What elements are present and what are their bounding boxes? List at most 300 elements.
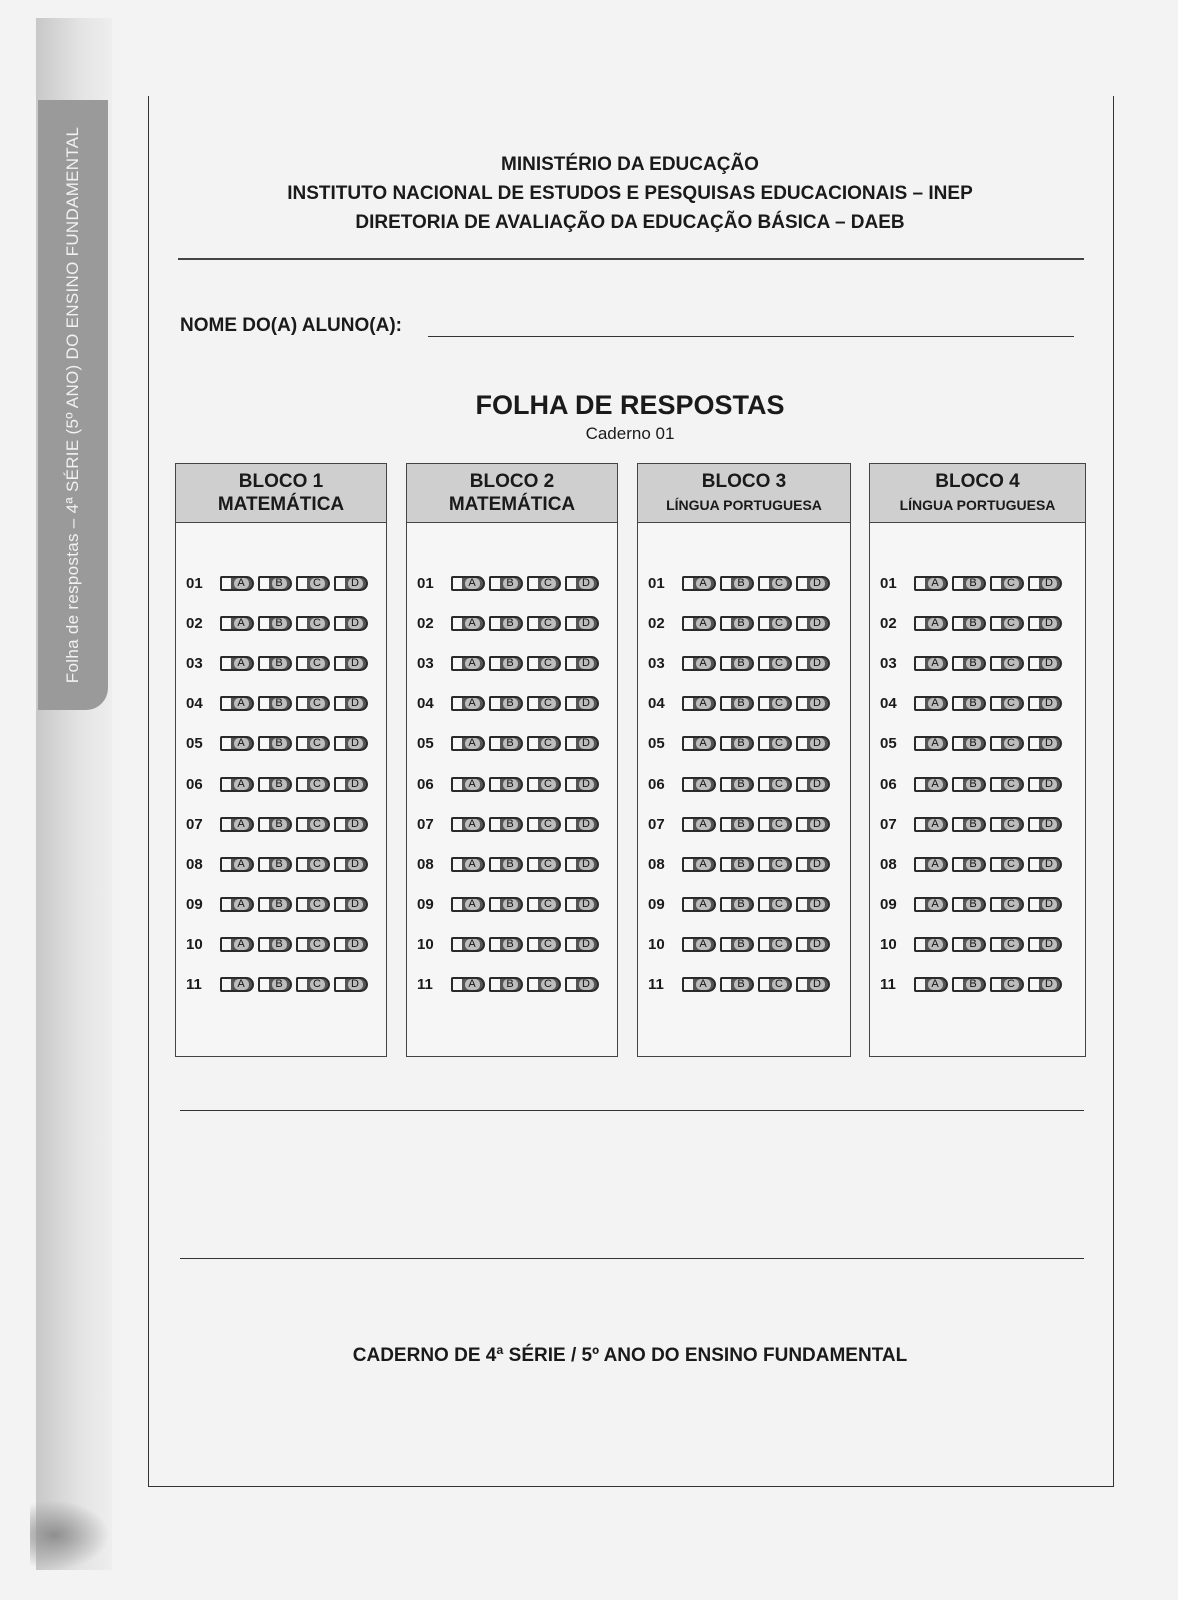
answer-option-label: A	[928, 738, 943, 749]
answer-bubble-a[interactable]	[220, 696, 254, 711]
question-number: 02	[880, 614, 897, 632]
student-name-field[interactable]	[428, 336, 1074, 337]
answer-bubble-a[interactable]	[914, 817, 948, 832]
answer-bubble-c[interactable]	[990, 736, 1024, 751]
answer-bubble-b[interactable]	[258, 777, 292, 792]
header-divider	[178, 258, 1084, 260]
question-row	[880, 925, 1085, 965]
answer-bubble-a[interactable]	[682, 817, 716, 832]
answer-bubble-c[interactable]	[296, 777, 330, 792]
answer-option-label: A	[928, 939, 943, 950]
answer-bubble-d[interactable]	[565, 777, 599, 792]
answer-bubble-c[interactable]	[990, 817, 1024, 832]
answer-bubble-b[interactable]	[258, 736, 292, 751]
answer-bubble-a[interactable]	[914, 576, 948, 591]
answer-bubble-c[interactable]	[758, 616, 792, 631]
answer-option-label: B	[966, 819, 981, 830]
answer-bubble-d[interactable]	[565, 616, 599, 631]
answer-bubble-d[interactable]	[1028, 937, 1062, 952]
answer-option-label: D	[1042, 578, 1057, 589]
answer-bubble-c[interactable]	[296, 656, 330, 671]
answer-option-label: D	[348, 578, 363, 589]
answer-bubble-a[interactable]	[682, 736, 716, 751]
answer-option-label: D	[810, 698, 825, 709]
answer-bubble-b[interactable]	[489, 937, 523, 952]
answer-bubble-b[interactable]	[952, 576, 986, 591]
answer-bubble-d[interactable]	[796, 977, 830, 992]
answer-bubble-a[interactable]	[682, 977, 716, 992]
answer-bubble-a[interactable]	[914, 696, 948, 711]
answer-bubble-c[interactable]	[296, 937, 330, 952]
answer-bubble-a[interactable]	[451, 656, 485, 671]
answer-bubble-b[interactable]	[952, 696, 986, 711]
answer-bubble-d[interactable]	[796, 656, 830, 671]
answer-bubble-a[interactable]	[914, 736, 948, 751]
answer-bubble-b[interactable]	[489, 696, 523, 711]
answer-option-label: C	[541, 819, 556, 830]
question-number: 02	[648, 614, 665, 632]
answer-bubble-b[interactable]	[258, 616, 292, 631]
answer-option-label: B	[966, 658, 981, 669]
answer-option-label: B	[503, 859, 518, 870]
answer-option-label: C	[541, 658, 556, 669]
answer-bubble-d[interactable]	[1028, 777, 1062, 792]
answer-bubble-d[interactable]	[1028, 576, 1062, 591]
answer-bubble-c[interactable]	[990, 656, 1024, 671]
answer-option-label: D	[1042, 658, 1057, 669]
answer-option-label: B	[734, 819, 749, 830]
answer-option-label: C	[1004, 618, 1019, 629]
answer-bubble-a[interactable]	[451, 857, 485, 872]
answer-bubble-b[interactable]	[489, 897, 523, 912]
answer-bubble-a[interactable]	[682, 857, 716, 872]
side-tab-text: Folha de respostas – 4ª SÉRIE (5º ANO) DO ENSINO FUNDAMENTAL	[63, 126, 82, 684]
answer-bubble-c[interactable]	[527, 656, 561, 671]
bloco-subject: MATEMÁTICA	[448, 494, 576, 515]
answer-bubble-d[interactable]	[1028, 977, 1062, 992]
answer-bubble-d[interactable]	[565, 656, 599, 671]
answer-bubble-d[interactable]	[796, 696, 830, 711]
answer-option-label: D	[810, 979, 825, 990]
answer-bubble-d[interactable]	[796, 817, 830, 832]
answer-option-label: A	[465, 658, 480, 669]
answer-option-label: D	[579, 698, 594, 709]
question-number: 09	[648, 896, 665, 914]
question-number: 01	[417, 574, 434, 592]
answer-bubble-c[interactable]	[990, 696, 1024, 711]
answer-bubble-b[interactable]	[258, 817, 292, 832]
answer-option-label: C	[772, 939, 787, 950]
answer-bubble-c[interactable]	[990, 937, 1024, 952]
answer-bubble-a[interactable]	[914, 777, 948, 792]
answer-bubble-c[interactable]	[758, 656, 792, 671]
header-directorate: DIRETORIA DE AVALIAÇÃO DA EDUCAÇÃO BÁSICA – DAEB	[355, 212, 905, 233]
answer-option-label: A	[696, 618, 711, 629]
answer-bubble-d[interactable]	[334, 576, 368, 591]
answer-bubble-a[interactable]	[220, 616, 254, 631]
answer-bubble-b[interactable]	[720, 977, 754, 992]
question-row	[648, 603, 850, 643]
answer-bubble-a[interactable]	[451, 817, 485, 832]
answer-bubble-b[interactable]	[952, 857, 986, 872]
answer-bubble-a[interactable]	[682, 777, 716, 792]
answer-option-label: B	[272, 859, 287, 870]
answer-bubble-d[interactable]	[565, 817, 599, 832]
answer-bubble-c[interactable]	[758, 897, 792, 912]
answer-option-label: D	[579, 819, 594, 830]
answer-option-label: A	[234, 779, 249, 790]
question-number: 06	[648, 775, 665, 793]
answer-option-label: C	[541, 979, 556, 990]
answer-option-label: C	[1004, 578, 1019, 589]
answer-option-label: D	[1042, 899, 1057, 910]
answer-bubble-b[interactable]	[720, 656, 754, 671]
answer-option-label: A	[465, 779, 480, 790]
answer-bubble-a[interactable]	[682, 616, 716, 631]
answer-option-label: B	[272, 939, 287, 950]
answer-bubble-d[interactable]	[334, 777, 368, 792]
answer-bubble-c[interactable]	[527, 817, 561, 832]
answer-bubble-c[interactable]	[296, 977, 330, 992]
answer-option-label: C	[1004, 658, 1019, 669]
answer-option-label: D	[810, 658, 825, 669]
answer-bubble-b[interactable]	[720, 696, 754, 711]
answer-bubble-a[interactable]	[682, 897, 716, 912]
answer-option-label: C	[310, 779, 325, 790]
answer-bubble-a[interactable]	[914, 857, 948, 872]
answer-option-label: D	[348, 979, 363, 990]
answer-bubble-b[interactable]	[952, 656, 986, 671]
answer-option-label: C	[541, 578, 556, 589]
answer-bubble-d[interactable]	[334, 817, 368, 832]
answer-bubble-d[interactable]	[1028, 817, 1062, 832]
answer-bubble-d[interactable]	[796, 616, 830, 631]
answer-bubble-c[interactable]	[296, 696, 330, 711]
answer-bubble-a[interactable]	[220, 736, 254, 751]
question-row	[880, 844, 1085, 884]
answer-bubble-b[interactable]	[720, 937, 754, 952]
answer-bubble-d[interactable]	[334, 656, 368, 671]
answer-bubble-b[interactable]	[258, 977, 292, 992]
answer-bubble-b[interactable]	[489, 736, 523, 751]
question-row	[186, 764, 386, 804]
answer-bubble-d[interactable]	[796, 576, 830, 591]
answer-bubble-b[interactable]	[720, 616, 754, 631]
answer-bubble-d[interactable]	[565, 576, 599, 591]
answer-option-label: D	[1042, 698, 1057, 709]
answer-bubble-a[interactable]	[220, 656, 254, 671]
answer-option-label: C	[310, 939, 325, 950]
answer-option-label: B	[966, 779, 981, 790]
answer-option-label: D	[579, 738, 594, 749]
answer-bubble-b[interactable]	[489, 857, 523, 872]
answer-bubble-c[interactable]	[990, 977, 1024, 992]
answer-bubble-d[interactable]	[334, 977, 368, 992]
answer-bubble-a[interactable]	[914, 897, 948, 912]
answer-option-label: C	[310, 618, 325, 629]
question-number: 05	[417, 735, 434, 753]
answer-bubble-a[interactable]	[682, 696, 716, 711]
answer-bubble-b[interactable]	[952, 897, 986, 912]
answer-option-label: D	[348, 738, 363, 749]
answer-bubble-b[interactable]	[720, 576, 754, 591]
answer-bubble-a[interactable]	[451, 696, 485, 711]
answer-bubble-d[interactable]	[796, 736, 830, 751]
answer-bubble-b[interactable]	[952, 817, 986, 832]
bloco-header	[638, 464, 850, 523]
answer-bubble-d[interactable]	[565, 897, 599, 912]
answer-option-label: D	[348, 658, 363, 669]
question-number: 09	[186, 896, 203, 914]
answer-bubble-a[interactable]	[220, 576, 254, 591]
answer-bubble-d[interactable]	[796, 857, 830, 872]
bloco-1	[175, 463, 387, 1057]
answer-option-label: A	[465, 899, 480, 910]
answer-bubble-c[interactable]	[296, 897, 330, 912]
answer-bubble-c[interactable]	[758, 576, 792, 591]
answer-option-label: C	[1004, 859, 1019, 870]
answer-bubble-b[interactable]	[489, 817, 523, 832]
answer-option-label: D	[579, 939, 594, 950]
answer-bubble-d[interactable]	[334, 616, 368, 631]
answer-bubble-c[interactable]	[527, 736, 561, 751]
answer-bubble-d[interactable]	[334, 736, 368, 751]
answer-bubble-c[interactable]	[527, 576, 561, 591]
answer-option-label: D	[1042, 779, 1057, 790]
question-row	[417, 844, 617, 884]
answer-bubble-c[interactable]	[990, 616, 1024, 631]
question-row	[880, 643, 1085, 683]
answer-bubble-c[interactable]	[296, 616, 330, 631]
question-number: 01	[648, 574, 665, 592]
answer-bubble-b[interactable]	[258, 897, 292, 912]
question-number: 08	[880, 855, 897, 873]
answer-bubble-d[interactable]	[1028, 857, 1062, 872]
answer-bubble-c[interactable]	[296, 817, 330, 832]
answer-option-label: C	[1004, 819, 1019, 830]
answer-bubble-c[interactable]	[527, 777, 561, 792]
answer-bubble-a[interactable]	[914, 977, 948, 992]
question-row	[648, 764, 850, 804]
sheet-title: FOLHA DE RESPOSTAS	[475, 390, 785, 420]
answer-bubble-a[interactable]	[682, 937, 716, 952]
answer-bubble-b[interactable]	[720, 736, 754, 751]
answer-bubble-c[interactable]	[990, 777, 1024, 792]
answer-bubble-b[interactable]	[258, 576, 292, 591]
answer-bubble-d[interactable]	[334, 897, 368, 912]
answer-option-label: D	[348, 819, 363, 830]
answer-bubble-b[interactable]	[489, 977, 523, 992]
answer-bubble-a[interactable]	[220, 857, 254, 872]
answer-option-label: C	[1004, 738, 1019, 749]
answer-bubble-b[interactable]	[489, 777, 523, 792]
answer-bubble-c[interactable]	[527, 857, 561, 872]
answer-bubble-b[interactable]	[952, 937, 986, 952]
answer-bubble-b[interactable]	[489, 656, 523, 671]
answer-bubble-a[interactable]	[914, 616, 948, 631]
answer-bubble-d[interactable]	[1028, 656, 1062, 671]
answer-bubble-b[interactable]	[258, 857, 292, 872]
answer-bubble-b[interactable]	[258, 656, 292, 671]
answer-bubble-c[interactable]	[527, 616, 561, 631]
answer-bubble-a[interactable]	[451, 897, 485, 912]
answer-bubble-c[interactable]	[758, 857, 792, 872]
answer-bubble-b[interactable]	[952, 616, 986, 631]
question-row	[417, 643, 617, 683]
question-number: 10	[880, 936, 897, 954]
answer-bubble-d[interactable]	[796, 937, 830, 952]
answer-bubble-b[interactable]	[952, 736, 986, 751]
answer-option-label: C	[310, 899, 325, 910]
answer-option-label: D	[1042, 859, 1057, 870]
question-row	[648, 563, 850, 603]
answer-bubble-c[interactable]	[527, 696, 561, 711]
answer-bubble-c[interactable]	[758, 736, 792, 751]
answer-bubble-a[interactable]	[451, 736, 485, 751]
answer-option-label: A	[234, 698, 249, 709]
answer-option-label: C	[1004, 979, 1019, 990]
answer-bubble-d[interactable]	[565, 696, 599, 711]
question-row	[648, 724, 850, 764]
answer-bubble-c[interactable]	[527, 897, 561, 912]
answer-bubble-c[interactable]	[527, 977, 561, 992]
answer-bubble-a[interactable]	[451, 616, 485, 631]
answer-option-label: A	[234, 979, 249, 990]
answer-option-label: B	[503, 698, 518, 709]
answer-bubble-b[interactable]	[489, 576, 523, 591]
question-number: 07	[417, 815, 434, 833]
answer-bubble-b[interactable]	[952, 777, 986, 792]
answer-bubble-d[interactable]	[334, 937, 368, 952]
answer-bubble-b[interactable]	[258, 937, 292, 952]
answer-option-label: A	[696, 859, 711, 870]
answer-bubble-d[interactable]	[796, 777, 830, 792]
answer-bubble-d[interactable]	[565, 736, 599, 751]
question-row	[648, 885, 850, 925]
answer-option-label: A	[696, 738, 711, 749]
answer-bubble-c[interactable]	[758, 696, 792, 711]
answer-option-label: B	[966, 939, 981, 950]
answer-bubble-a[interactable]	[682, 576, 716, 591]
question-number: 07	[186, 815, 203, 833]
answer-option-label: B	[966, 578, 981, 589]
question-number: 02	[186, 614, 203, 632]
answer-bubble-d[interactable]	[796, 897, 830, 912]
bloco-header	[176, 464, 386, 523]
answer-bubble-c[interactable]	[296, 857, 330, 872]
answer-option-label: C	[310, 658, 325, 669]
answer-bubble-c[interactable]	[758, 937, 792, 952]
answer-option-label: C	[541, 899, 556, 910]
answer-bubble-b[interactable]	[720, 897, 754, 912]
answer-option-label: B	[966, 899, 981, 910]
answer-bubble-a[interactable]	[220, 937, 254, 952]
answer-option-label: A	[696, 779, 711, 790]
answer-bubble-a[interactable]	[220, 817, 254, 832]
answer-bubble-a[interactable]	[220, 977, 254, 992]
answer-option-label: A	[928, 819, 943, 830]
answer-option-label: D	[348, 939, 363, 950]
answer-bubble-d[interactable]	[1028, 696, 1062, 711]
answer-bubble-a[interactable]	[451, 576, 485, 591]
question-row	[880, 965, 1085, 1005]
question-number: 03	[417, 654, 434, 672]
scan-smudge	[30, 1500, 110, 1570]
answer-option-label: D	[1042, 939, 1057, 950]
answer-option-label: B	[734, 939, 749, 950]
answer-option-label: A	[234, 618, 249, 629]
question-row	[186, 563, 386, 603]
question-row	[880, 764, 1085, 804]
question-row	[880, 603, 1085, 643]
answer-option-label: B	[272, 899, 287, 910]
answer-option-label: A	[696, 819, 711, 830]
answer-option-label: D	[579, 578, 594, 589]
answer-option-label: A	[465, 578, 480, 589]
answer-bubble-a[interactable]	[914, 937, 948, 952]
answer-bubble-d[interactable]	[1028, 616, 1062, 631]
answer-bubble-d[interactable]	[565, 857, 599, 872]
answer-bubble-a[interactable]	[451, 777, 485, 792]
answer-bubble-c[interactable]	[990, 576, 1024, 591]
answer-bubble-c[interactable]	[527, 937, 561, 952]
answer-option-label: B	[966, 979, 981, 990]
question-number: 06	[880, 775, 897, 793]
answer-bubble-d[interactable]	[565, 977, 599, 992]
question-number: 09	[880, 896, 897, 914]
answer-bubble-d[interactable]	[334, 696, 368, 711]
question-number: 09	[417, 896, 434, 914]
answer-bubble-a[interactable]	[682, 656, 716, 671]
answer-option-label: D	[579, 779, 594, 790]
answer-bubble-d[interactable]	[565, 937, 599, 952]
answer-bubble-c[interactable]	[758, 977, 792, 992]
answer-bubble-c[interactable]	[758, 817, 792, 832]
question-number: 05	[880, 735, 897, 753]
question-row	[186, 844, 386, 884]
answer-bubble-b[interactable]	[258, 696, 292, 711]
answer-option-label: A	[234, 658, 249, 669]
answer-bubble-a[interactable]	[451, 937, 485, 952]
answer-bubble-c[interactable]	[758, 777, 792, 792]
answer-option-label: C	[541, 738, 556, 749]
question-number: 02	[417, 614, 434, 632]
answer-bubble-a[interactable]	[220, 777, 254, 792]
answer-bubble-b[interactable]	[720, 777, 754, 792]
answer-option-label: C	[772, 618, 787, 629]
answer-bubble-b[interactable]	[720, 857, 754, 872]
answer-bubble-a[interactable]	[914, 656, 948, 671]
answer-bubble-b[interactable]	[489, 616, 523, 631]
answer-bubble-c[interactable]	[990, 897, 1024, 912]
answer-bubble-a[interactable]	[451, 977, 485, 992]
question-number: 10	[417, 936, 434, 954]
answer-option-label: A	[928, 979, 943, 990]
answer-bubble-c[interactable]	[990, 857, 1024, 872]
answer-option-label: B	[734, 979, 749, 990]
answer-bubble-d[interactable]	[1028, 736, 1062, 751]
answer-bubble-b[interactable]	[952, 977, 986, 992]
answer-bubble-c[interactable]	[296, 736, 330, 751]
question-number: 04	[880, 695, 897, 713]
answer-bubble-c[interactable]	[296, 576, 330, 591]
answer-bubble-d[interactable]	[334, 857, 368, 872]
answer-bubble-d[interactable]	[1028, 897, 1062, 912]
answer-option-label: A	[465, 819, 480, 830]
answer-option-label: D	[1042, 738, 1057, 749]
answer-bubble-a[interactable]	[220, 897, 254, 912]
answer-bubble-b[interactable]	[720, 817, 754, 832]
